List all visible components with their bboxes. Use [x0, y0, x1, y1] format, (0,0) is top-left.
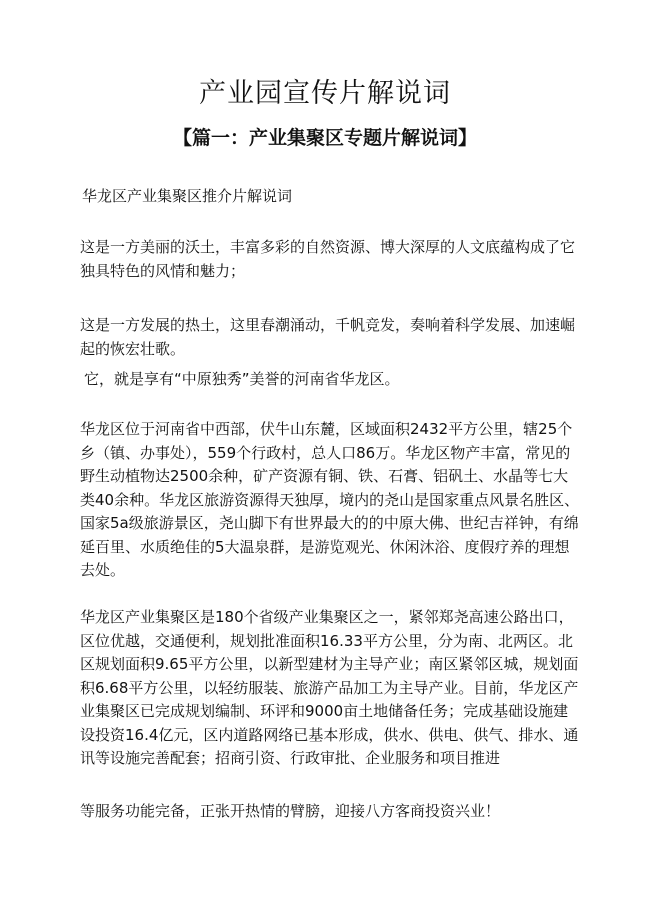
- paragraph-3: 它，就是享有“中原独秀”美誉的河南省华龙区。: [84, 370, 400, 388]
- document-title: 产业园宣传片解说词: [199, 78, 451, 109]
- paragraph-5: 华龙区产业集聚区是180个省级产业集聚区之一，紧邻郑尧高速公路出口，区位优越，交通便利，规划批准面积16.33平方公里，分为南、北两区。北区规划面积9.65平方公里，以新型建材为主导产业；南区紧邻区城，规划面积6.68平方公里，以轻纺服装、旅游产品加工为主导产业。目前，华龙区产业集聚区已完成规划编制、环评和9000亩土地储备任务；完成基础设施建设投资16.4亿元，区内道路网络已基本形成，供水、供电、供气、排水、通讯等设施完善配套；招商引资、行政审批、企业服务和项目推进: [80, 608, 579, 767]
- document-subtitle: 【篇一：产业集聚区专题片解说词】: [172, 127, 477, 149]
- paragraph-1: 这是一方美丽的沃土，丰富多彩的自然资源、博大深厚的人文底蕴构成了它独具特色的风情和魅力；: [80, 238, 576, 280]
- paragraph-6: 等服务功能完备，正张开热情的臂膀，迎接八方客商投资兴业！: [80, 802, 501, 820]
- paragraph-4: 华龙区位于河南省中西部，伏牛山东麓，区域面积2432平方公里，辖25个乡（镇、办事处），559个行政村，总人口86万。华龙区物产丰富，常见的野生动植物达2500余种，矿产资源有铜、铁、石膏、铝矾土、水晶等七大类40余种。华龙区旅游资源得天独厚，境内的尧山是国家重点风景名胜区、国家5a级旅游景区，尧山脚下有世界最大的的中原大佛、世纪吉祥钟，有绵延百里、水质绝佳的5大温泉群，是游览观光、休闲沐浴、度假疗养的理想去处。: [80, 420, 580, 579]
- section-heading: 华龙区产业集聚区推介片解说词: [82, 187, 293, 205]
- paragraph-2: 这是一方发展的热土，这里春潮涌动，千帆竞发，奏响着科学发展、加速崛起的恢宏壮歌。: [80, 316, 576, 358]
